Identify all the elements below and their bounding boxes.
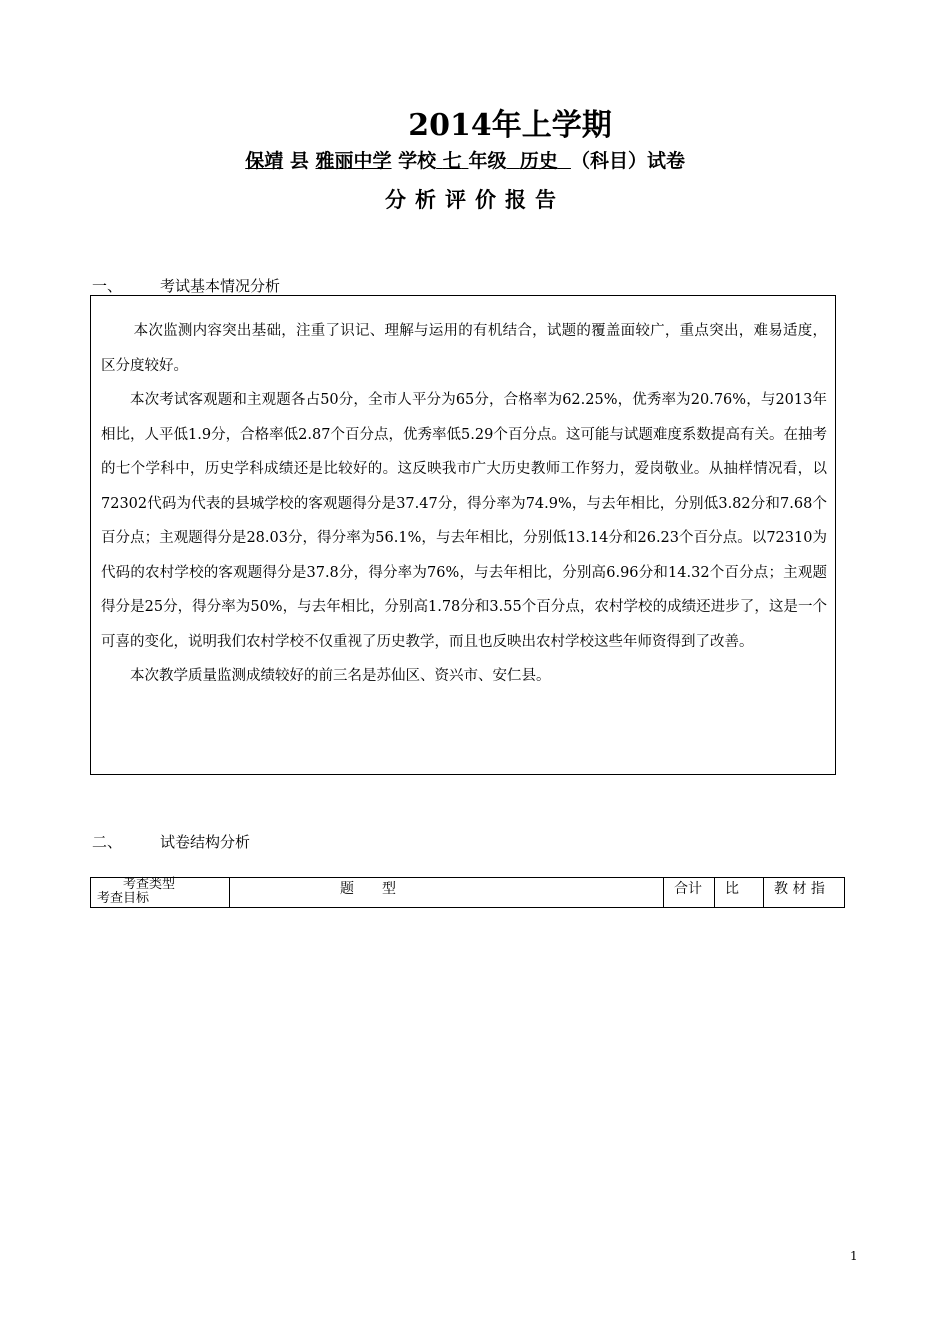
section1-number: 一、	[92, 277, 123, 295]
section1-paragraph: 本次监测内容突出基础，注重了识记、理解与运用的有机结合，试题的覆盖面较广，重点突出，难易适度，区分度较好。	[101, 323, 827, 374]
county-name: 保靖	[245, 150, 284, 172]
header-textbook: 教 材 指	[764, 878, 845, 908]
subject-name: 历史	[519, 150, 558, 172]
grade-suffix: 年级	[468, 150, 507, 172]
header-total: 合计	[664, 878, 715, 908]
header-exam-type: 考查类型	[123, 877, 176, 892]
grade-value: 七	[442, 150, 462, 172]
report-title-main: 分析评价报告	[385, 187, 565, 212]
table-header-row	[91, 878, 845, 908]
section1-paragraph: 本次教学质量监测成绩较好的前三名是苏仙区、资兴市、安仁县。	[130, 668, 551, 684]
section1-content-box	[90, 295, 836, 775]
county-suffix: 县	[289, 150, 309, 172]
report-title-year: 2014年上学期	[408, 108, 612, 143]
school-suffix: 学校	[398, 150, 437, 172]
subject-suffix: （科目）试卷	[570, 150, 685, 172]
report-title-school-line	[232, 146, 685, 173]
page-number: 1	[850, 1249, 858, 1263]
header-exam-target: 考查目标	[97, 891, 150, 906]
structure-table	[90, 877, 845, 908]
diagonal-header-cell	[91, 878, 230, 908]
header-question-type: 题 型	[230, 878, 664, 908]
header-ratio: 比	[715, 878, 764, 908]
section2-heading	[92, 831, 250, 852]
section2-number: 二、	[92, 833, 123, 851]
section1-heading	[92, 275, 280, 296]
section1-paragraph: 本次考试客观题和主观题各占50分，全市人平分为65分，合格率为62.25%，优秀率为20.76%，与2013年相比，人平低1.9分，合格率低2.87个百分点，优秀率低5.29个百分点。这可能与试题难度系数提高有关。在抽考的七个学科中，历史学科成绩还是比较好的。这反映我市广大历史教师工作努力，爱岗敬业。从抽样情况看，以72302代码为代表的县城学校的客观题得分是37.47分，得分率为74.9%，与去年相比，分别低3.82分和7.68个百分点；主观题得分是28.03分，得分率为56.1%，与去年相比，分别低13.14分和26.23个百分点。以72310为代码的农村学校的客观题得分是37.8分，得分率为76%，与去年相比，分别高6.96分和14.32个百分点；主观题得分是25分，得分率为50%，与去年相比，分别高1.78分和3.55个百分点，农村学校的成绩还进步了，这是一个可喜的变化，说明我们农村学校不仅重视了历史教学，而且也反映出农村学校这些年师资得到了改善。	[101, 392, 827, 650]
section2-title: 试卷结构分析	[160, 833, 251, 851]
section1-title: 考试基本情况分析	[160, 277, 281, 295]
school-name: 雅丽中学	[315, 150, 392, 172]
